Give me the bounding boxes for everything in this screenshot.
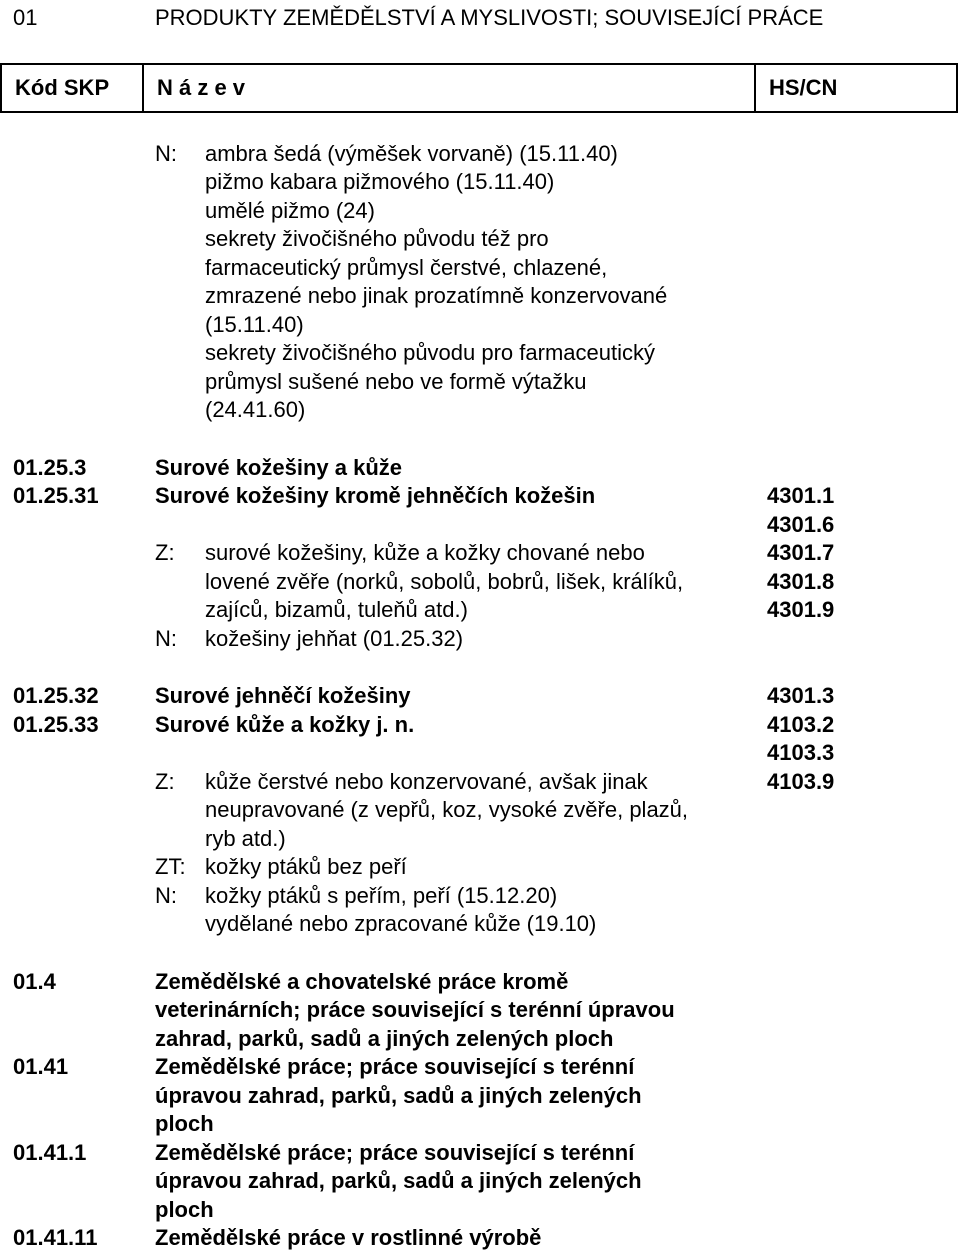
entry-code: 01.4: [13, 969, 56, 994]
note-prefix: N:: [155, 141, 177, 166]
note-line: farmaceutický průmysl čerstvé, chlazené,: [205, 255, 608, 280]
entry-code: 01.41.1: [13, 1140, 87, 1165]
note-line: (24.41.60): [205, 397, 306, 422]
note-line: sekrety živočišného původu též pro: [205, 226, 549, 251]
entry-code: 01.25.31: [13, 483, 99, 508]
note-line: zajíců, bizamů, tuleňů atd.): [205, 597, 468, 622]
hs-code: 4103.2: [767, 712, 835, 737]
entry-name: úpravou zahrad, parků, sadů a jiných zelených: [155, 1168, 642, 1193]
entry-name: Surové kožešiny kromě jehněčích kožešin: [155, 483, 596, 508]
note-line: zmrazené nebo jinak prozatímně konzervované: [205, 283, 668, 308]
hs-code: 4301.1: [767, 483, 835, 508]
note-line: surové kožešiny, kůže a kožky chované nebo: [205, 540, 645, 565]
entry-name: úpravou zahrad, parků, sadů a jiných zelených: [155, 1083, 642, 1108]
note-line: pižmo kabara pižmového (15.11.40): [205, 169, 555, 194]
note-line: vydělané nebo zpracované kůže (19.10): [205, 911, 597, 936]
note-prefix: Z:: [155, 540, 175, 565]
note-line: neupravované (z vepřů, koz, vysoké zvěře, plazů,: [205, 797, 689, 822]
section-title: PRODUKTY ZEMĚDĚLSTVÍ A MYSLIVOSTI; SOUVISEJÍCÍ PRÁCE: [155, 5, 824, 30]
note-prefix: N:: [155, 883, 177, 908]
entry-name: Zemědělské a chovatelské práce kromě: [155, 969, 569, 994]
note-line: kožky ptáků s peřím, peří (15.12.20): [205, 883, 558, 908]
note-line: kožky ptáků bez peří: [205, 854, 407, 879]
note-line: kožešiny jehňat (01.25.32): [205, 626, 464, 651]
hs-code: 4103.3: [767, 740, 835, 765]
note-line: lovené zvěře (norků, sobolů, bobrů, lišek, králíků,: [205, 569, 684, 594]
hs-code: 4301.7: [767, 540, 835, 565]
entry-code: 01.41.11: [13, 1225, 98, 1250]
note-prefix: ZT:: [155, 854, 186, 879]
header-name: N á z e v: [144, 65, 756, 111]
note-line: průmysl sušené nebo ve formě výtažku: [205, 369, 587, 394]
entry-name: Zemědělské práce v rostlinné výrobě: [155, 1225, 542, 1250]
entry-name: Zemědělské práce; práce související s terénní: [155, 1140, 635, 1165]
note-line: kůže čerstvé nebo konzervované, avšak jinak: [205, 769, 648, 794]
entry-name: veterinárních; práce související s terénní úpravou: [155, 997, 675, 1022]
note-line: ryb atd.): [205, 826, 286, 851]
note-line: umělé pižmo (24): [205, 198, 375, 223]
note-prefix: N:: [155, 626, 177, 651]
entry-name: Zemědělské práce; práce související s terénní: [155, 1054, 635, 1079]
entry-name: Surové jehněčí kožešiny: [155, 683, 411, 708]
header-hs: HS/CN: [769, 75, 838, 100]
entry-name: ploch: [155, 1111, 214, 1136]
entry-name: ploch: [155, 1197, 214, 1222]
note-line: (15.11.40): [205, 312, 304, 337]
section-code: 01: [13, 5, 38, 30]
note-line: sekrety živočišného původu pro farmaceutický: [205, 340, 655, 365]
hs-code: 4103.9: [767, 769, 835, 794]
entry-name: Surové kožešiny a kůže: [155, 455, 402, 480]
hs-code: 4301.8: [767, 569, 835, 594]
header-code: Kód SKP: [2, 65, 144, 111]
entry-code: 01.25.32: [13, 683, 99, 708]
table-header: [0, 63, 958, 113]
note-prefix: Z:: [155, 769, 175, 794]
entry-code: 01.25.3: [13, 455, 87, 480]
hs-code: 4301.3: [767, 683, 835, 708]
note-line: ambra šedá (výměšek vorvaně) (15.11.40): [205, 141, 618, 166]
entry-name: Surové kůže a kožky j. n.: [155, 712, 415, 737]
entry-code: 01.41: [13, 1054, 69, 1079]
entry-name: zahrad, parků, sadů a jiných zelených ploch: [155, 1026, 614, 1051]
hs-code: 4301.6: [767, 512, 835, 537]
entry-code: 01.25.33: [13, 712, 99, 737]
hs-code: 4301.9: [767, 597, 835, 622]
